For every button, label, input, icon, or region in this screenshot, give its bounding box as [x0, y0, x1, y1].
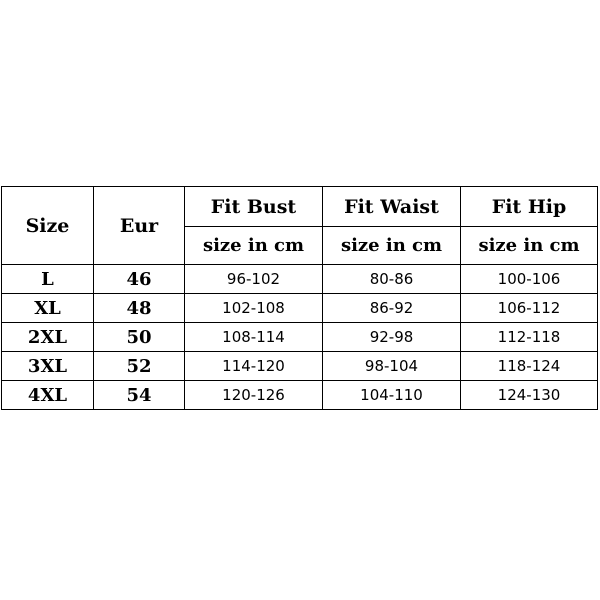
table-row: [2, 352, 598, 381]
hip-cell: 106-112: [461, 294, 598, 323]
size-chart-table: [1, 186, 598, 410]
bust-cell: 120-126: [185, 381, 323, 410]
size-cell: L: [2, 265, 94, 294]
size-cell: XL: [2, 294, 94, 323]
size-header: Size: [2, 187, 94, 265]
table-row: [2, 294, 598, 323]
waist-unit-label: size in cm: [323, 227, 461, 265]
eur-cell: 52: [94, 352, 185, 381]
table-row: [2, 323, 598, 352]
eur-cell: 46: [94, 265, 185, 294]
eur-cell: 50: [94, 323, 185, 352]
eur-cell: 54: [94, 381, 185, 410]
waist-cell: 80-86: [323, 265, 461, 294]
hip-cell: 112-118: [461, 323, 598, 352]
bust-cell: 102-108: [185, 294, 323, 323]
size-cell: 3XL: [2, 352, 94, 381]
waist-cell: 98-104: [323, 352, 461, 381]
bust-cell: 108-114: [185, 323, 323, 352]
fit-bust-header: Fit Bust: [185, 187, 323, 227]
table-row: [2, 381, 598, 410]
waist-cell: 104-110: [323, 381, 461, 410]
hip-cell: 124-130: [461, 381, 598, 410]
eur-cell: 48: [94, 294, 185, 323]
bust-cell: 114-120: [185, 352, 323, 381]
waist-cell: 86-92: [323, 294, 461, 323]
table-row: [2, 265, 598, 294]
size-cell: 2XL: [2, 323, 94, 352]
hip-cell: 100-106: [461, 265, 598, 294]
fit-waist-header: Fit Waist: [323, 187, 461, 227]
eur-header: Eur: [94, 187, 185, 265]
hip-cell: 118-124: [461, 352, 598, 381]
bust-cell: 96-102: [185, 265, 323, 294]
waist-cell: 92-98: [323, 323, 461, 352]
hip-unit-label: size in cm: [461, 227, 598, 265]
size-cell: 4XL: [2, 381, 94, 410]
fit-hip-header: Fit Hip: [461, 187, 598, 227]
bust-unit-label: size in cm: [185, 227, 323, 265]
header-row: [2, 187, 598, 227]
